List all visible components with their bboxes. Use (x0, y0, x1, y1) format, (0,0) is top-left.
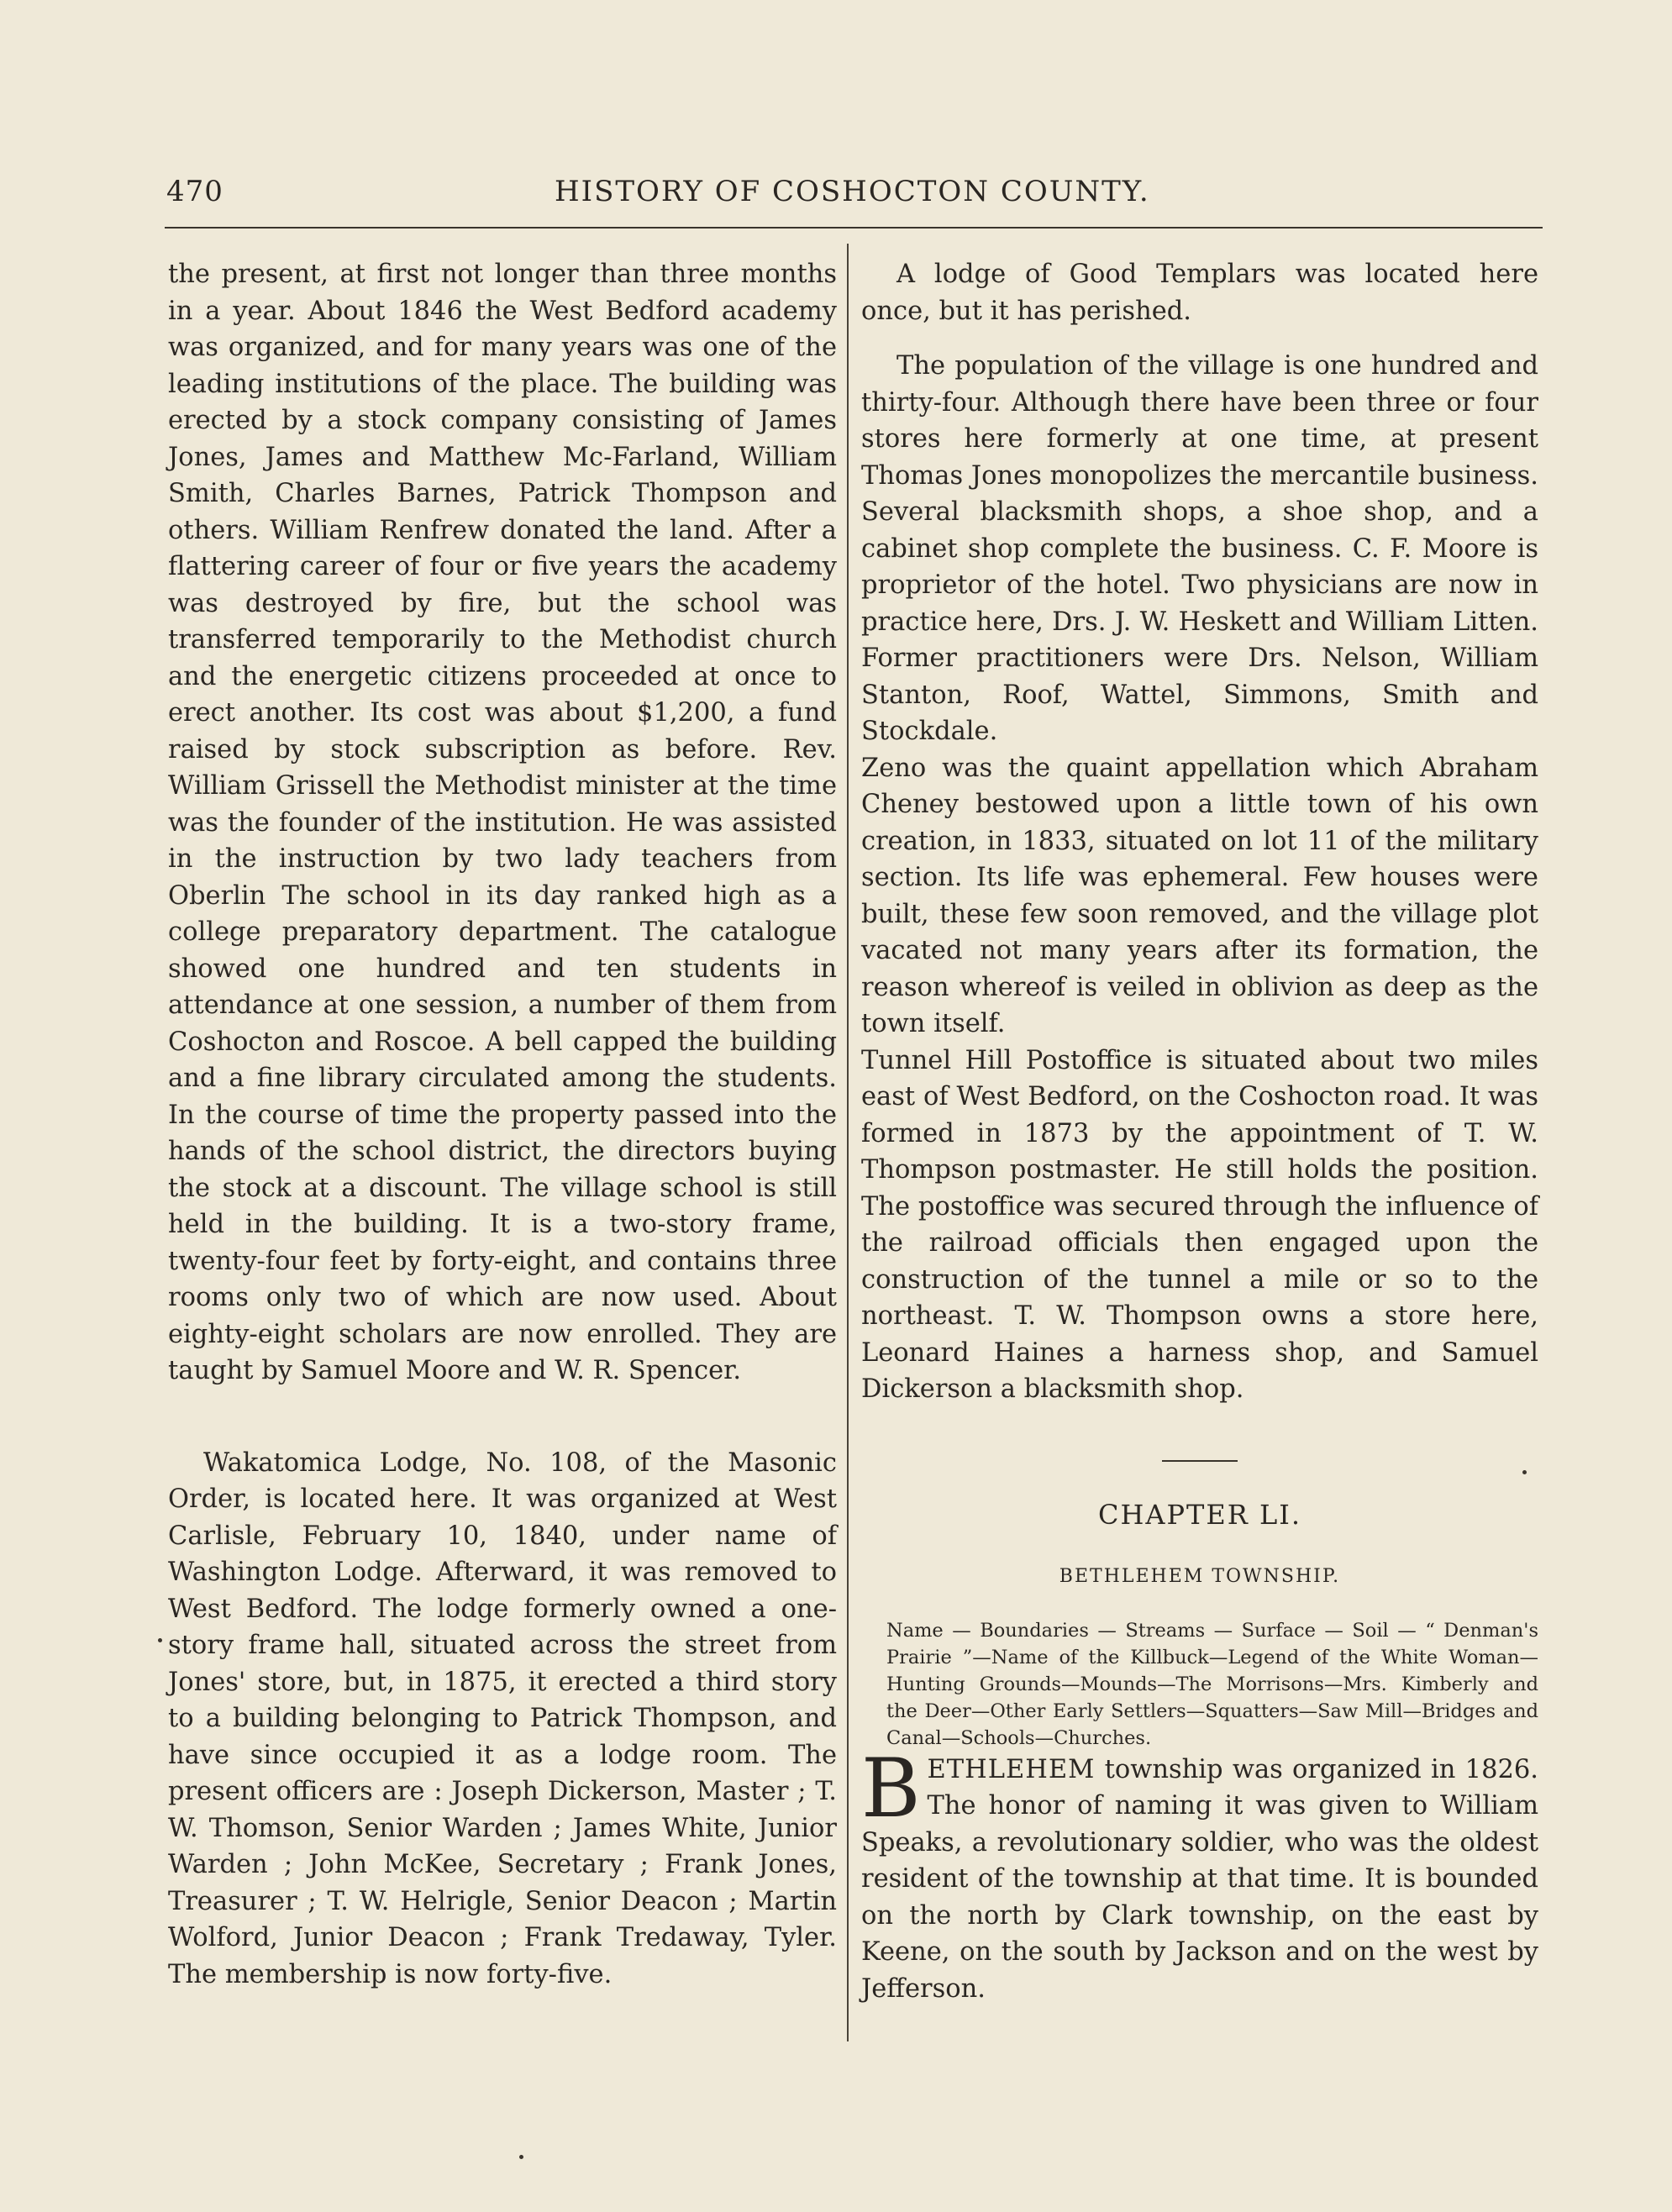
chapter-title: CHAPTER LI. (1097, 1498, 1302, 1531)
chapter-rule (1162, 1460, 1238, 1462)
print-speck (519, 2155, 523, 2159)
right-column (861, 256, 1538, 2007)
masonic-lodge-paragraph: Wakatomica Lodge, No. 108, of the Masonic Order, is located here. It was organized at West Carlisle, February 10, 1840, under name of Washington Lodge. Afterward, it was removed to West Bedford. The lodge formerly owned a one-story frame hall, situated across the street from Jones' store, but, in 1875, it erected a third story to a building belonging to Patrick Thompson, and have since occupied it as a lodge room. The present officers are : Joseph Dickerson, Master ; T. W. Thomson, Senior Warden ; James White, Junior Warden ; John McKee, Secretary ; Frank Jones, Treasurer ; T. W. Helrigle, Senior Deacon ; Martin Wolford, Junior Deacon ; Frank Tredaway, Tyler. The membership is now forty-five. (168, 1448, 837, 1989)
bethlehem-paragraph (861, 1741, 1538, 2008)
bethlehem-body: township was organized in 1826. The honor of naming it was given to William Speaks, a revolutionary soldier, who was the oldest resident of the township at that time. It is bounded on the north by Clark township, on the east by Keene, on the south by Jackson and on the west by Jefferson. (861, 1754, 1538, 2004)
page-number: 470 (166, 175, 223, 208)
print-speck (158, 1638, 162, 1642)
population-paragraph: The population of the village is one hundred and thirty-four. Although there have been three or four stores here formerly at one time, at present Thomas Jones monopolizes the mercantile business. Several blacksmith shops, a shoe shop, and a cabinet shop complete the business. C. F. Moore is proprietor of the hotel. Two physicians are now in practice here, Drs. J. W. Heskett and William Litten. Former practitioners were Drs. Nelson, William Stanton, Roof, Wattel, Simmons, Smith and Stockdale. (861, 351, 1538, 746)
templars-paragraph: A lodge of Good Templars was located here once, but it has perished. (861, 260, 1538, 326)
left-column (168, 256, 837, 1993)
header-rule (165, 227, 1543, 229)
academy-paragraph: the present, at first not longer than three months in a year. About 1846 the West Bedford academy was organized, and for many years was one of the leading institutions of the place. The building was erected by a stock company consisting of James Jones, James and Matthew Mc-Farland, William Smith, Charles Barnes, Patrick Thompson and others. William Renfrew donated the land. After a flattering career of four or five years the academy was destroyed by fire, but the school was transferred temporarily to the Methodist church and the energetic citizens proceeded at once to erect another. Its cost was about $1,200, a fund raised by stock subscription as before. Rev. William Grissell the Methodist minister at the time was the founder of the institution. He was assisted in the instruction by two lady teachers from Oberlin The school in its day ranked high as a college preparatory department. The catalogue showed one hundred and ten students in attendance at one session, a number of them from Coshocton and Roscoe. A bell capped the building and a fine library circulated among the students. In the course of time the property passed into the hands of the school district, the directors buying the stock at a discount. The village school is still held in the building. It is a two-story frame, twenty-four feet by forty-eight, and contains three rooms only two of which are now used. About eighty-eight scholars are now enrolled. They are taught by Samuel Moore and W. R. Spencer. (168, 260, 837, 1385)
tunnel-hill-paragraph: Tunnel Hill Postoffice is situated about two miles east of West Bedford, on the Coshocton road. It was formed in 1873 by the appointment of T. W. Thompson postmaster. He still holds the position. The postoffice was secured through the influence of the railroad officials then engaged upon the construction of the tunnel a mile or so to the northeast. T. W. Thompson owns a store here, Leonard Haines a harness shop, and Samuel Dickerson a blacksmith shop. (861, 1045, 1538, 1404)
zeno-paragraph: Zeno was the quaint appellation which Abraham Cheney bestowed upon a little town of his own creation, in 1833, situated on lot 11 of the military section. Its life was ephemeral. Few houses were built, these few soon removed, and the village plot vacated not many years after its formation, the reason whereof is veiled in oblivion as deep as the town itself. (861, 753, 1538, 1038)
running-head: HISTORY OF COSHOCTON COUNTY. (555, 175, 1150, 208)
drop-cap: B (861, 1741, 921, 1836)
chapter-synopsis: Name — Boundaries — Streams — Surface — Soil — “ Denman's Prairie ”—Name of the Killbuck—Legend of the White Woman—Hunting Grounds—Mounds—The Morrisons—Mrs. Kimberly and the Deer—Other Early Settlers—Squatters—Saw Mill—Bridges and Canal—Schools—Churches. (886, 1619, 1538, 1749)
lead-word: ETHLEHEM (927, 1754, 1096, 1784)
column-divider (847, 244, 849, 2041)
section-title: BETHLEHEM TOWNSHIP. (1059, 1566, 1341, 1587)
print-speck (1522, 1470, 1527, 1474)
